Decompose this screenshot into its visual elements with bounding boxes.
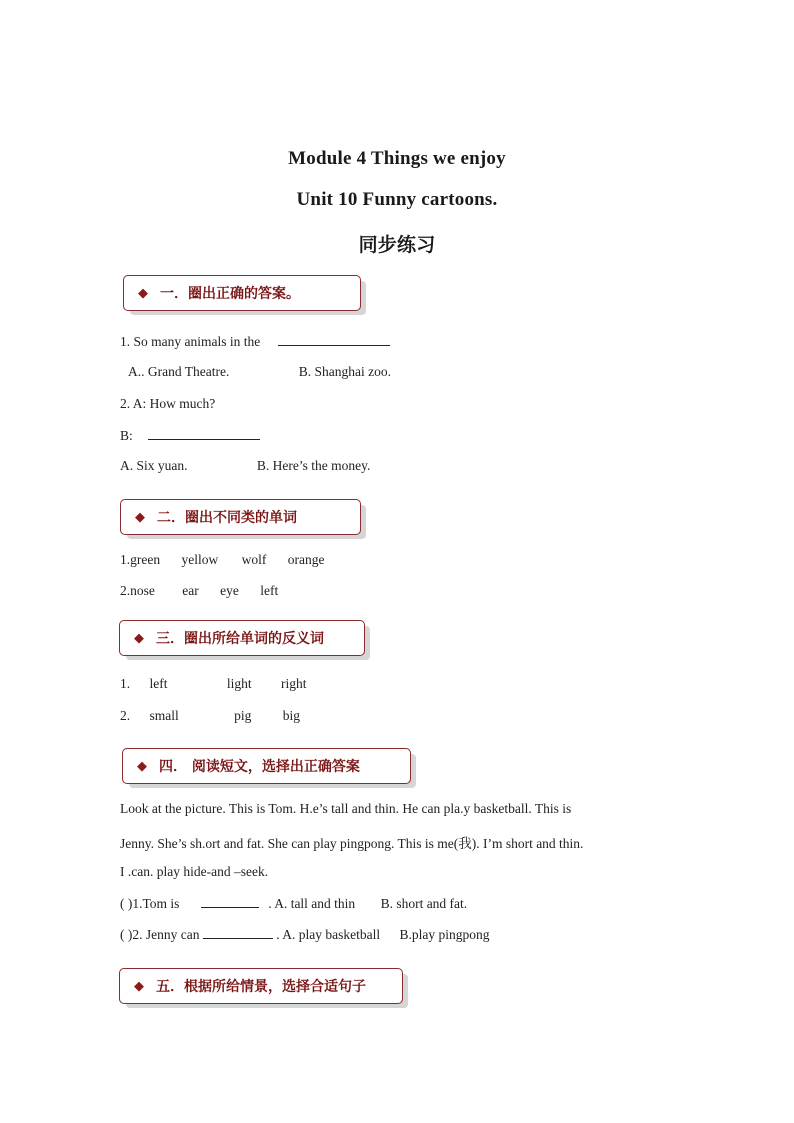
word[interactable]: ear xyxy=(182,583,199,598)
row-number: 2. xyxy=(120,708,131,723)
option-a: A.. Grand Theatre. xyxy=(128,364,230,379)
section-banner-5 xyxy=(119,968,403,1004)
passage-line-1: Look at the picture. This is Tom. H.e’s tall and thin. He can pla.y basketball. This is xyxy=(120,801,572,816)
section-banner-4 xyxy=(122,748,411,784)
row-number: 1. xyxy=(120,676,131,691)
passage-line-2: Jenny. She’s sh.ort and fat. She can play pingpong. This is me(我). I’m short and thin. xyxy=(120,836,584,851)
option-b: B. short and fat. xyxy=(380,896,468,911)
word[interactable]: big xyxy=(282,708,301,723)
section-banner-3 xyxy=(119,620,365,656)
diamond-icon: ◆ xyxy=(138,285,148,301)
option-b: B. Shanghai zoo. xyxy=(298,364,391,379)
word-row-1 xyxy=(120,552,324,568)
speaker-b: B: xyxy=(120,428,133,443)
question-1-options xyxy=(128,364,391,380)
antonym-row-2 xyxy=(120,708,300,724)
question-text: 1. So many animals in the xyxy=(120,334,261,349)
section-label: 五．根据所给情景，选择合适句子 xyxy=(156,979,366,995)
antonym-row-1 xyxy=(120,676,307,692)
question-prefix: ( )1.Tom is xyxy=(120,896,180,911)
answer-blank[interactable] xyxy=(148,427,260,440)
option-a: . A. tall and thin xyxy=(268,896,356,911)
passage-line-3: I .can. play hide-and –seek. xyxy=(120,864,269,879)
diamond-icon: ◆ xyxy=(137,758,147,774)
question-prefix: ( )2. Jenny can xyxy=(120,927,200,942)
practice-title: 同步练习 xyxy=(358,234,436,256)
word[interactable]: yellow xyxy=(181,552,219,567)
unit-title: Unit 10 Funny cartoons. xyxy=(296,189,498,210)
word[interactable]: 2.nose xyxy=(120,583,155,598)
reading-question-2 xyxy=(120,926,489,943)
word[interactable]: pig xyxy=(234,708,252,723)
module-title: Module 4 Things we enjoy xyxy=(288,148,506,169)
diamond-icon: ◆ xyxy=(135,509,145,525)
option-a: . A. play basketball xyxy=(276,927,381,942)
section-label: 四． 阅读短文，选择出正确答案 xyxy=(159,759,360,775)
diamond-icon: ◆ xyxy=(134,630,144,646)
question-2-options xyxy=(120,458,370,474)
answer-blank[interactable] xyxy=(278,333,390,346)
word-row-2 xyxy=(120,583,278,599)
diamond-icon: ◆ xyxy=(134,978,144,994)
question-2-answer xyxy=(120,427,260,444)
option-b: B.play pingpong xyxy=(399,927,490,942)
section-label: 三．圈出所给单词的反义词 xyxy=(156,631,324,647)
section-label: 二．圈出不同类的单词 xyxy=(157,510,297,526)
word[interactable]: eye xyxy=(220,583,239,598)
answer-blank[interactable] xyxy=(201,895,259,908)
section-banner-2 xyxy=(120,499,361,535)
section-label: 一．圈出正确的答案。 xyxy=(160,286,300,302)
question-1 xyxy=(120,333,390,350)
word[interactable]: right xyxy=(281,676,307,691)
option-b: B. Here’s the money. xyxy=(256,458,371,473)
word[interactable]: left xyxy=(149,676,168,691)
word[interactable]: small xyxy=(149,708,179,723)
word[interactable]: left xyxy=(260,583,279,598)
word[interactable]: orange xyxy=(287,552,325,567)
word[interactable]: 1.green xyxy=(120,552,161,567)
reading-question-1 xyxy=(120,895,467,912)
question-2: 2. A: How much? xyxy=(120,396,216,411)
answer-blank[interactable] xyxy=(203,926,273,939)
section-banner-1 xyxy=(123,275,361,311)
word[interactable]: light xyxy=(226,676,252,691)
option-a: A. Six yuan. xyxy=(120,458,188,473)
word[interactable]: wolf xyxy=(241,552,267,567)
